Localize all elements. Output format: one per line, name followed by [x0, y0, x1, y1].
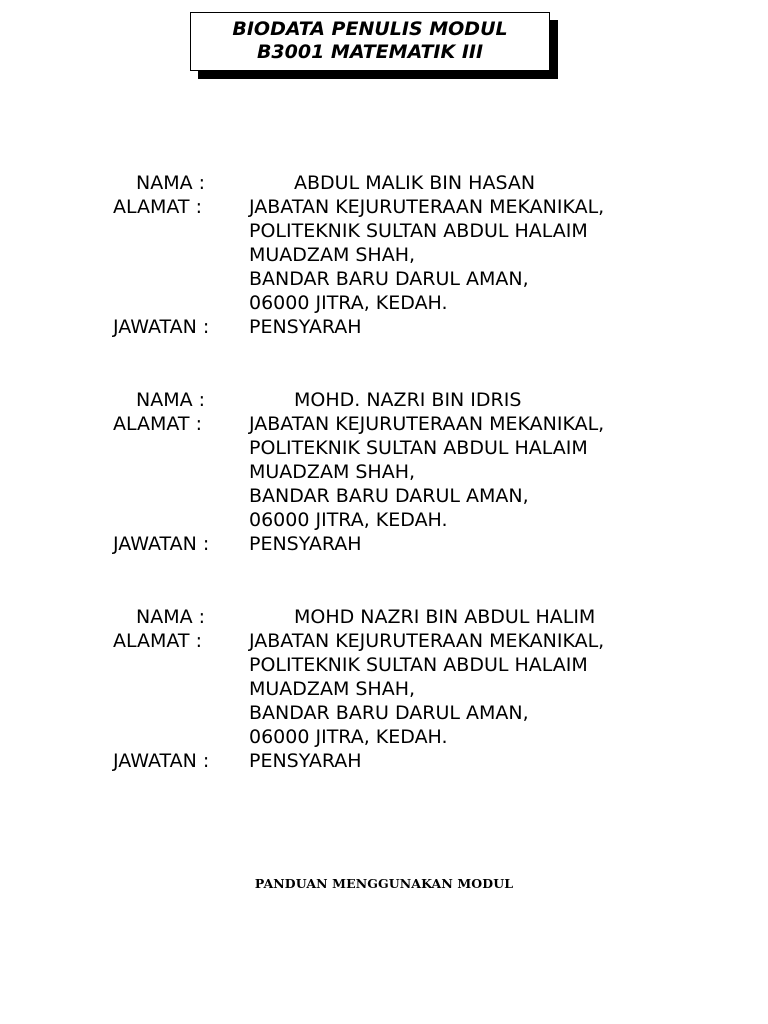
- jawatan-value: PENSYARAH: [249, 750, 362, 772]
- title-box: [190, 12, 550, 71]
- jawatan-value: PENSYARAH: [249, 316, 362, 338]
- jawatan-label: JAWATAN :: [113, 316, 210, 338]
- alamat-line-1: JABATAN KEJURUTERAAN MEKANIKAL,: [249, 630, 605, 652]
- alamat-line-5: 06000 JITRA, KEDAH.: [249, 292, 448, 314]
- nama-value: ABDUL MALIK BIN HASAN: [294, 172, 536, 194]
- alamat-line-2: POLITEKNIK SULTAN ABDUL HALAIM: [249, 437, 588, 459]
- alamat-line-4: BANDAR BARU DARUL AMAN,: [249, 702, 529, 724]
- alamat-line-2: POLITEKNIK SULTAN ABDUL HALAIM: [249, 654, 588, 676]
- alamat-label: ALAMAT :: [113, 413, 202, 435]
- alamat-line-5: 06000 JITRA, KEDAH.: [249, 509, 448, 531]
- nama-label: NAMA :: [136, 389, 206, 411]
- alamat-label: ALAMAT :: [113, 196, 202, 218]
- footer-heading: PANDUAN MENGGUNAKAN MODUL: [254, 876, 514, 891]
- nama-label: NAMA :: [136, 172, 206, 194]
- nama-value: MOHD. NAZRI BIN IDRIS: [294, 389, 522, 411]
- alamat-line-3: MUADZAM SHAH,: [249, 678, 416, 700]
- alamat-line-1: JABATAN KEJURUTERAAN MEKANIKAL,: [249, 196, 605, 218]
- alamat-line-2: POLITEKNIK SULTAN ABDUL HALAIM: [249, 220, 588, 242]
- jawatan-label: JAWATAN :: [113, 750, 210, 772]
- title-line-1: BIODATA PENULIS MODUL: [232, 18, 508, 40]
- jawatan-value: PENSYARAH: [249, 533, 362, 555]
- alamat-line-3: MUADZAM SHAH,: [249, 461, 416, 483]
- alamat-line-1: JABATAN KEJURUTERAAN MEKANIKAL,: [249, 413, 605, 435]
- alamat-line-4: BANDAR BARU DARUL AMAN,: [249, 485, 529, 507]
- nama-label: NAMA :: [136, 606, 206, 628]
- alamat-label: ALAMAT :: [113, 630, 202, 652]
- title-line-2: B3001 MATEMATIK III: [256, 41, 484, 63]
- alamat-line-5: 06000 JITRA, KEDAH.: [249, 726, 448, 748]
- nama-value: MOHD NAZRI BIN ABDUL HALIM: [294, 606, 596, 628]
- alamat-line-4: BANDAR BARU DARUL AMAN,: [249, 268, 529, 290]
- alamat-line-3: MUADZAM SHAH,: [249, 244, 416, 266]
- jawatan-label: JAWATAN :: [113, 533, 210, 555]
